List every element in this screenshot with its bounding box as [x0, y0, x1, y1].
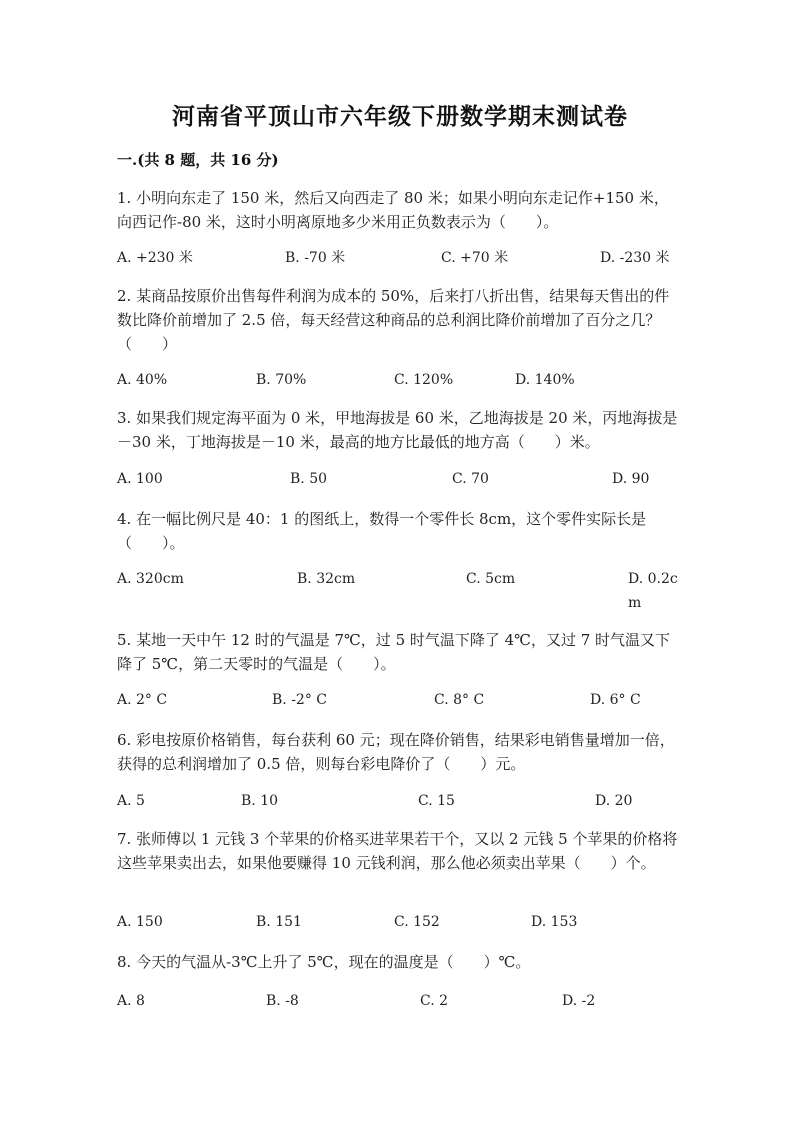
question-7-options — [0, 910, 800, 934]
question-7-stem: 7. 张师傅以 1 元钱 3 个苹果的价格买进苹果若干个，又以 2 元钱 5 个苹果的价格将这些苹果卖出去，如果他要赚得 10 元钱利润，那么他必须卖出苹果（ ）个。 — [117, 830, 678, 872]
question-3-options — [0, 467, 800, 491]
question-1-option-b: B. -70 米 — [285, 250, 346, 266]
page-title: 河南省平顶山市六年级下册数学期末测试卷 — [172, 103, 628, 130]
question-5-option-c: C. 8° C — [434, 692, 485, 708]
question-2-option-b: B. 70% — [256, 372, 307, 388]
question-3-stem: 3. 如果我们规定海平面为 0 米，甲地海拔是 60 米，乙地海拔是 20 米，丙地海拔是－30 米，丁地海拔是－10 米，最高的地方比最低的地方高（ ）米。 — [117, 409, 678, 451]
question-8-option-b: B. -8 — [266, 993, 299, 1009]
question-2-option-d: D. 140% — [515, 372, 575, 388]
question-1-option-d: D. -230 米 — [600, 250, 670, 266]
question-6-option-d: D. 20 — [595, 793, 633, 809]
question-3-option-b: B. 50 — [290, 471, 328, 487]
question-6-option-b: B. 10 — [241, 793, 279, 809]
question-2-options — [0, 368, 800, 392]
question-6-options — [0, 789, 800, 813]
question-7-option-b: B. 151 — [256, 914, 302, 930]
question-1-option-a: A. +230 米 — [117, 250, 193, 266]
question-3-option-d: D. 90 — [612, 471, 650, 487]
question-8-options — [0, 989, 800, 1013]
question-2-option-c: C. 120% — [394, 372, 454, 388]
question-5-option-b: B. -2° C — [272, 692, 327, 708]
question-7-option-c: C. 152 — [394, 914, 440, 930]
question-4-option-c: C. 5cm — [466, 571, 516, 587]
question-6-option-a: A. 5 — [117, 793, 145, 809]
question-4-option-d: D. 0.2cm — [628, 571, 678, 611]
question-6-stem: 6. 彩电按原价格销售，每台获利 60 元；现在降价销售，结果彩电销售量增加一倍，获得的总利润增加了 0.5 倍，则每台彩电降价了（ ）元。 — [117, 731, 675, 773]
question-5-option-d: D. 6° C — [590, 692, 641, 708]
question-7-option-a: A. 150 — [117, 914, 163, 930]
question-5-options — [0, 688, 800, 712]
question-5-stem: 5. 某地一天中午 12 时的气温是 7℃，过 5 时气温下降了 4℃，又过 7 时气温又下降了 5℃，第二天零时的气温是（ ）。 — [117, 631, 671, 673]
question-4-options — [0, 567, 800, 611]
section-heading: 一.(共 8 题，共 16 分) — [117, 151, 279, 169]
question-8-option-c: C. 2 — [420, 993, 449, 1009]
question-8-option-a: A. 8 — [117, 993, 145, 1009]
question-1-stem: 1. 小明向东走了 150 米，然后又向西走了 80 米；如果小明向东走记作+150 米，向西记作-80 米，这时小明离原地多少米用正负数表示为（ ）。 — [117, 189, 669, 231]
question-5-option-a: A. 2° C — [117, 692, 168, 708]
question-6-option-c: C. 15 — [418, 793, 455, 809]
question-4-option-a: A. 320cm — [117, 571, 184, 587]
question-2-option-a: A. 40% — [117, 372, 168, 388]
question-3-option-c: C. 70 — [452, 471, 489, 487]
question-8-option-d: D. -2 — [562, 993, 596, 1009]
question-4-stem: 4. 在一幅比例尺是 40：1 的图纸上，数得一个零件长 8cm，这个零件实际长是（ ）。 — [117, 510, 647, 552]
question-1-option-c: C. +70 米 — [441, 250, 509, 266]
question-8-stem: 8. 今天的气温从-3℃上升了 5℃，现在的温度是（ ）℃。 — [117, 953, 531, 971]
question-7-option-d: D. 153 — [531, 914, 578, 930]
question-4-option-b: B. 32cm — [297, 571, 356, 587]
question-3-option-a: A. 100 — [117, 471, 163, 487]
question-2-stem: 2. 某商品按原价出售每件利润为成本的 50%，后来打八折出售，结果每天售出的件数比降价前增加了 2.5 倍，每天经营这种商品的总利润比降价前增加了百分之几？（ ） — [117, 287, 670, 353]
question-1-options — [0, 246, 800, 270]
